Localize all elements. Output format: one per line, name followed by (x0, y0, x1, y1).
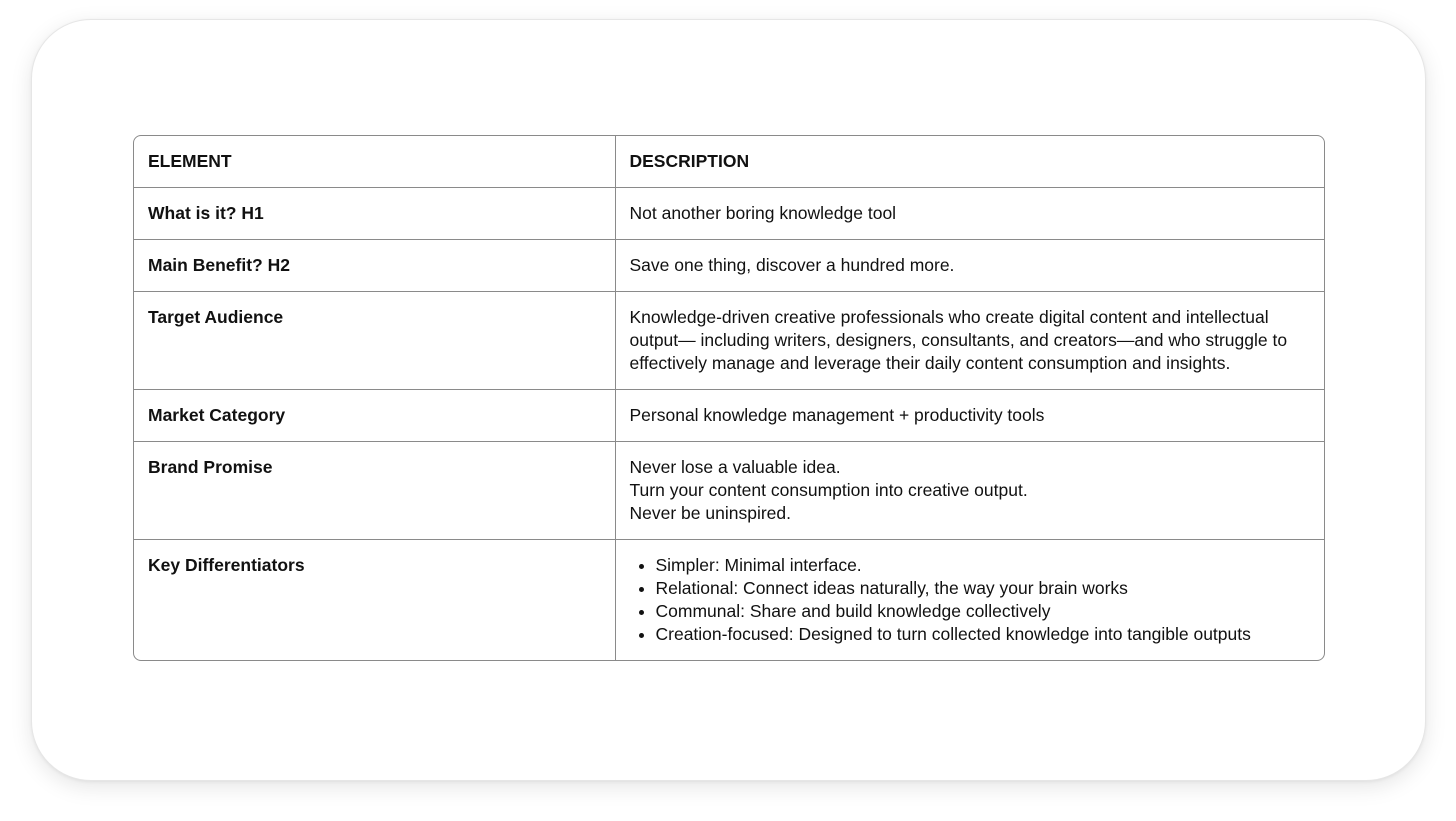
description-line: Never lose a valuable idea. (629, 457, 841, 477)
list-item: • Simpler: Minimal interface. (656, 554, 1311, 577)
row-description (615, 390, 1324, 442)
row-description (615, 442, 1324, 540)
table (134, 136, 1324, 660)
table-row (134, 188, 1324, 240)
row-label: Brand Promise (134, 442, 615, 540)
header-description: DESCRIPTION (629, 151, 750, 171)
row-description (615, 240, 1324, 292)
row-label: Target Audience (134, 292, 615, 390)
table-row (134, 442, 1324, 540)
description-line: Never be uninspired. (629, 503, 791, 523)
list-item: • Relational: Connect ideas naturally, the way your brain works (656, 577, 1311, 600)
row-description (615, 292, 1324, 390)
description-line: Knowledge-driven creative professionals who create digital content and intellectual output— including writers, designers, consultants, and creators—and who struggle to effectively manage and leverage their daily content consumption and insights. (629, 307, 1288, 373)
description-line: Personal knowledge management + productivity tools (629, 405, 1045, 425)
table-header-row (134, 136, 1324, 188)
row-label: Main Benefit? H2 (134, 240, 615, 292)
row-description (615, 188, 1324, 240)
description-line: Not another boring knowledge tool (629, 203, 897, 223)
row-label: What is it? H1 (134, 188, 615, 240)
row-label: Market Category (134, 390, 615, 442)
list-item: • Creation-focused: Designed to turn collected knowledge into tangible outputs (656, 623, 1311, 646)
table-row (134, 292, 1324, 390)
table-row (134, 540, 1324, 661)
differentiators-list (630, 554, 1311, 646)
list-item: • Communal: Share and build knowledge collectively (656, 600, 1311, 623)
row-label: Key Differentiators (134, 540, 615, 661)
table-row (134, 240, 1324, 292)
description-line: Save one thing, discover a hundred more. (629, 255, 955, 275)
brand-table (133, 135, 1325, 661)
row-description (615, 540, 1324, 661)
description-line: Turn your content consumption into creative output. (629, 480, 1028, 500)
header-element: ELEMENT (134, 136, 615, 188)
table-row (134, 390, 1324, 442)
